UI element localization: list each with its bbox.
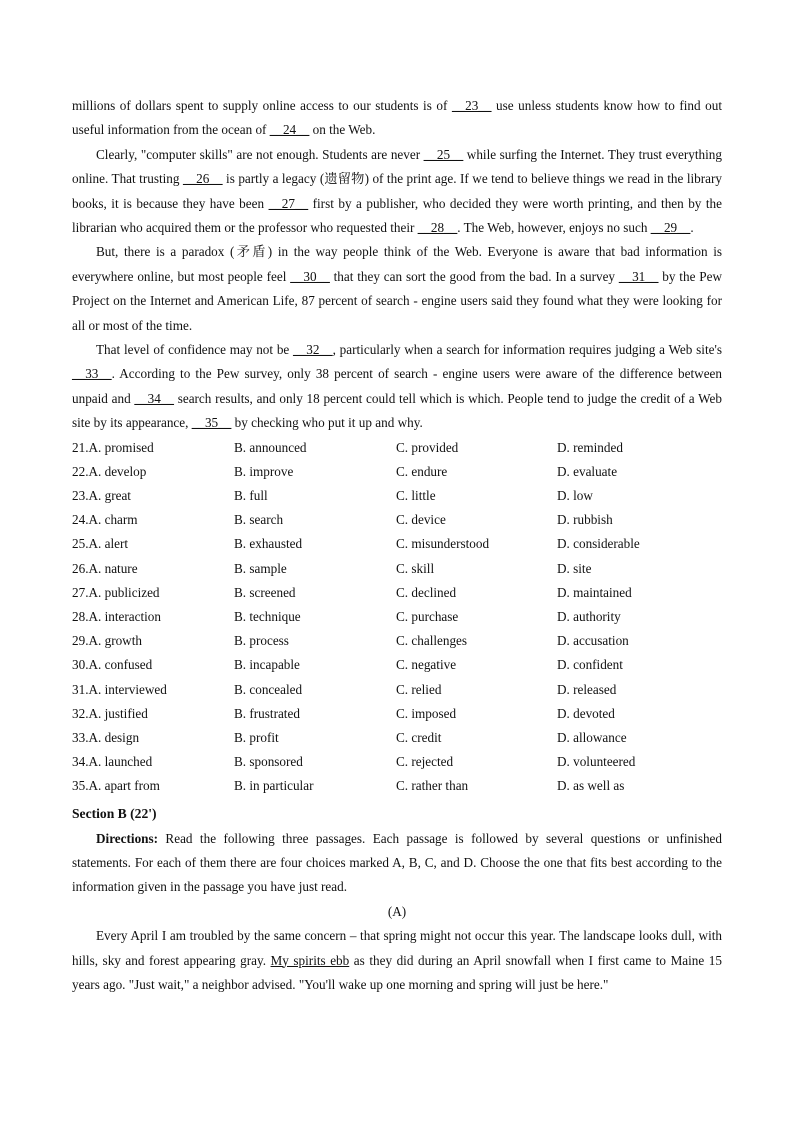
directions-label: Directions: — [96, 830, 159, 846]
underlined-phrase: My spirits ebb — [270, 952, 350, 968]
option-b: B. screened — [234, 584, 296, 600]
option-d: D. confident — [557, 657, 623, 673]
option-a: 35.A. apart from — [72, 778, 160, 794]
option-a: 23.A. great — [72, 488, 131, 504]
option-b: B. sponsored — [234, 754, 303, 770]
option-a: 25.A. alert — [72, 536, 129, 552]
passage-paragraph-4 — [72, 338, 722, 436]
blank-24: __24__ — [269, 122, 310, 138]
blank-34: __34__ — [134, 390, 174, 406]
document-page — [72, 94, 722, 997]
option-d: D. authority — [557, 609, 621, 624]
option-a: 24.A. charm — [72, 512, 138, 528]
option-c: C. provided — [396, 439, 459, 455]
option-a: 32.A. justified — [72, 705, 148, 721]
passage-paragraph-2 — [72, 143, 722, 241]
passage-paragraph-1 — [72, 94, 722, 143]
option-a: 21.A. promised — [72, 439, 154, 455]
option-b: B. full — [234, 488, 268, 504]
option-d: D. maintained — [557, 584, 632, 600]
text: Every April I am troubled by the same concern – that spring might not occur this year. The landscape looks dull, with hills, sky and forest appearing gray. — [72, 928, 722, 968]
option-row — [72, 436, 722, 460]
option-c: C. misunderstood — [396, 536, 490, 552]
text: That level of confidence may not be — [96, 342, 294, 358]
option-c: C. relied — [396, 681, 442, 697]
blank-30: __30__ — [290, 268, 330, 284]
option-d: D. site — [557, 560, 592, 576]
option-b: B. profit — [234, 729, 279, 745]
option-c: C. negative — [396, 657, 457, 673]
text: search results, and only 18 percent could tell which is which. People tend to judge the credit of a Web site by its appearance, — [72, 390, 722, 431]
option-c: C. rather than — [396, 778, 469, 794]
option-b: B. technique — [234, 609, 301, 624]
option-d: D. volunteered — [557, 754, 636, 770]
blank-31: __31__ — [618, 268, 659, 284]
option-c: C. endure — [396, 463, 448, 479]
passage-a-paragraph-1 — [72, 924, 722, 997]
option-d: D. low — [557, 488, 593, 504]
option-row — [72, 581, 722, 605]
text: use unless students know how to find out useful information from the ocean of — [72, 98, 722, 138]
option-a: 33.A. design — [72, 729, 140, 745]
option-row — [72, 557, 722, 581]
option-b: B. search — [234, 512, 284, 528]
option-d: D. evaluate — [557, 463, 618, 479]
text: that they can sort the good from the bad. In a survey — [329, 268, 619, 284]
option-d: D. devoted — [557, 705, 615, 721]
option-row — [72, 678, 722, 702]
option-row — [72, 750, 722, 774]
text: by checking who put it up and why. — [231, 415, 423, 431]
text: But, there is a paradox (矛盾) in the way people think of the Web. Everyone is aware that bad information is everywhere online, but most people feel — [72, 244, 722, 284]
option-b: B. incapable — [234, 657, 300, 673]
option-row — [72, 605, 722, 629]
blank-32: __32__ — [293, 342, 333, 358]
text: millions of dollars spent to supply online access to our students is of — [72, 98, 452, 113]
option-row — [72, 484, 722, 508]
option-d: D. reminded — [557, 439, 623, 455]
option-b: B. announced — [234, 439, 307, 455]
passage-paragraph-3 — [72, 240, 722, 338]
option-d: D. rubbish — [557, 512, 613, 528]
section-b-title: Section B (22') — [72, 805, 157, 821]
option-a: 31.A. interviewed — [72, 681, 167, 697]
options-list — [72, 436, 722, 799]
option-c: C. rejected — [396, 754, 454, 770]
option-row — [72, 653, 722, 677]
option-c: C. credit — [396, 729, 442, 745]
option-a: 28.A. interaction — [72, 609, 161, 624]
blank-27: __27__ — [268, 195, 309, 211]
option-d: D. as well as — [557, 778, 625, 794]
text: by the Pew Project on the Internet and American Life, 87 percent of search - engine users said they found what they were looking for all or most of the time. — [72, 268, 722, 333]
blank-28: __28__ — [417, 220, 458, 236]
text: , particularly when a search for information requires judging a Web site's — [332, 342, 722, 358]
option-d: D. accusation — [557, 633, 629, 649]
option-b: B. concealed — [234, 681, 303, 697]
option-row — [72, 460, 722, 484]
option-b: B. frustrated — [234, 705, 300, 721]
blank-23: __23__ — [451, 98, 492, 113]
option-row — [72, 726, 722, 750]
text: is partly a legacy (遗留物) of the print age. If we tend to believe things we read in the library books, it is because they have been — [72, 171, 722, 211]
option-row — [72, 508, 722, 532]
option-row — [72, 774, 722, 798]
option-row — [72, 629, 722, 653]
option-d: D. allowance — [557, 729, 627, 745]
option-a: 26.A. nature — [72, 560, 138, 576]
text: as they did during an April snowfall when I first came to Maine 15 years ago. "Just wait," a neighbor advised. "You'll wake up one morning and spring will just be here." — [72, 952, 722, 992]
option-row — [72, 532, 722, 556]
option-a: 29.A. growth — [72, 633, 142, 649]
option-c: C. little — [396, 488, 436, 504]
blank-29: __29__ — [650, 220, 691, 236]
directions-paragraph — [72, 827, 722, 900]
text: . The Web, however, enjoys no such — [457, 220, 651, 236]
option-b: B. process — [234, 633, 289, 649]
blank-26: __26__ — [182, 171, 223, 187]
option-c: C. purchase — [396, 609, 459, 624]
option-b: B. in particular — [234, 778, 314, 794]
directions-text: Read the following three passages. Each passage is followed by several questions or unfinished statements. For each of them there are four choices marked A, B, C, and D. Choose the one that fits best according to the information given in the passage you have just read. — [72, 830, 722, 895]
option-b: B. improve — [234, 463, 294, 479]
text: . According to the Pew survey, only 38 percent of search - engine users were aware of the difference between unpaid and — [72, 366, 722, 406]
text: while surfing the Internet. They trust everything online. That trusting — [72, 146, 722, 187]
option-b: B. sample — [234, 560, 287, 576]
option-a: 22.A. develop — [72, 463, 147, 479]
option-d: D. considerable — [557, 536, 640, 552]
option-a: 27.A. publicized — [72, 584, 160, 600]
option-c: C. challenges — [396, 633, 468, 649]
option-c: C. imposed — [396, 705, 457, 721]
blank-33: __33__ — [72, 366, 112, 382]
option-c: C. device — [396, 512, 446, 528]
text: Clearly, "computer skills" are not enough. Students are never — [96, 146, 424, 162]
option-c: C. skill — [396, 560, 435, 576]
option-d: D. released — [557, 681, 617, 697]
option-c: C. declined — [396, 584, 457, 600]
passage-label: (A) — [387, 903, 407, 919]
blank-25: __25__ — [423, 146, 464, 162]
blank-35: __35__ — [191, 415, 232, 431]
option-a: 34.A. launched — [72, 754, 153, 770]
text: first by a publisher, who decided they were worth printing, and then by the librarian who acquired them or the professor who requested their — [72, 195, 723, 236]
option-row — [72, 702, 722, 726]
option-b: B. exhausted — [234, 536, 303, 552]
text: on the Web. — [309, 122, 376, 138]
option-a: 30.A. confused — [72, 657, 153, 673]
text: . — [690, 220, 694, 236]
